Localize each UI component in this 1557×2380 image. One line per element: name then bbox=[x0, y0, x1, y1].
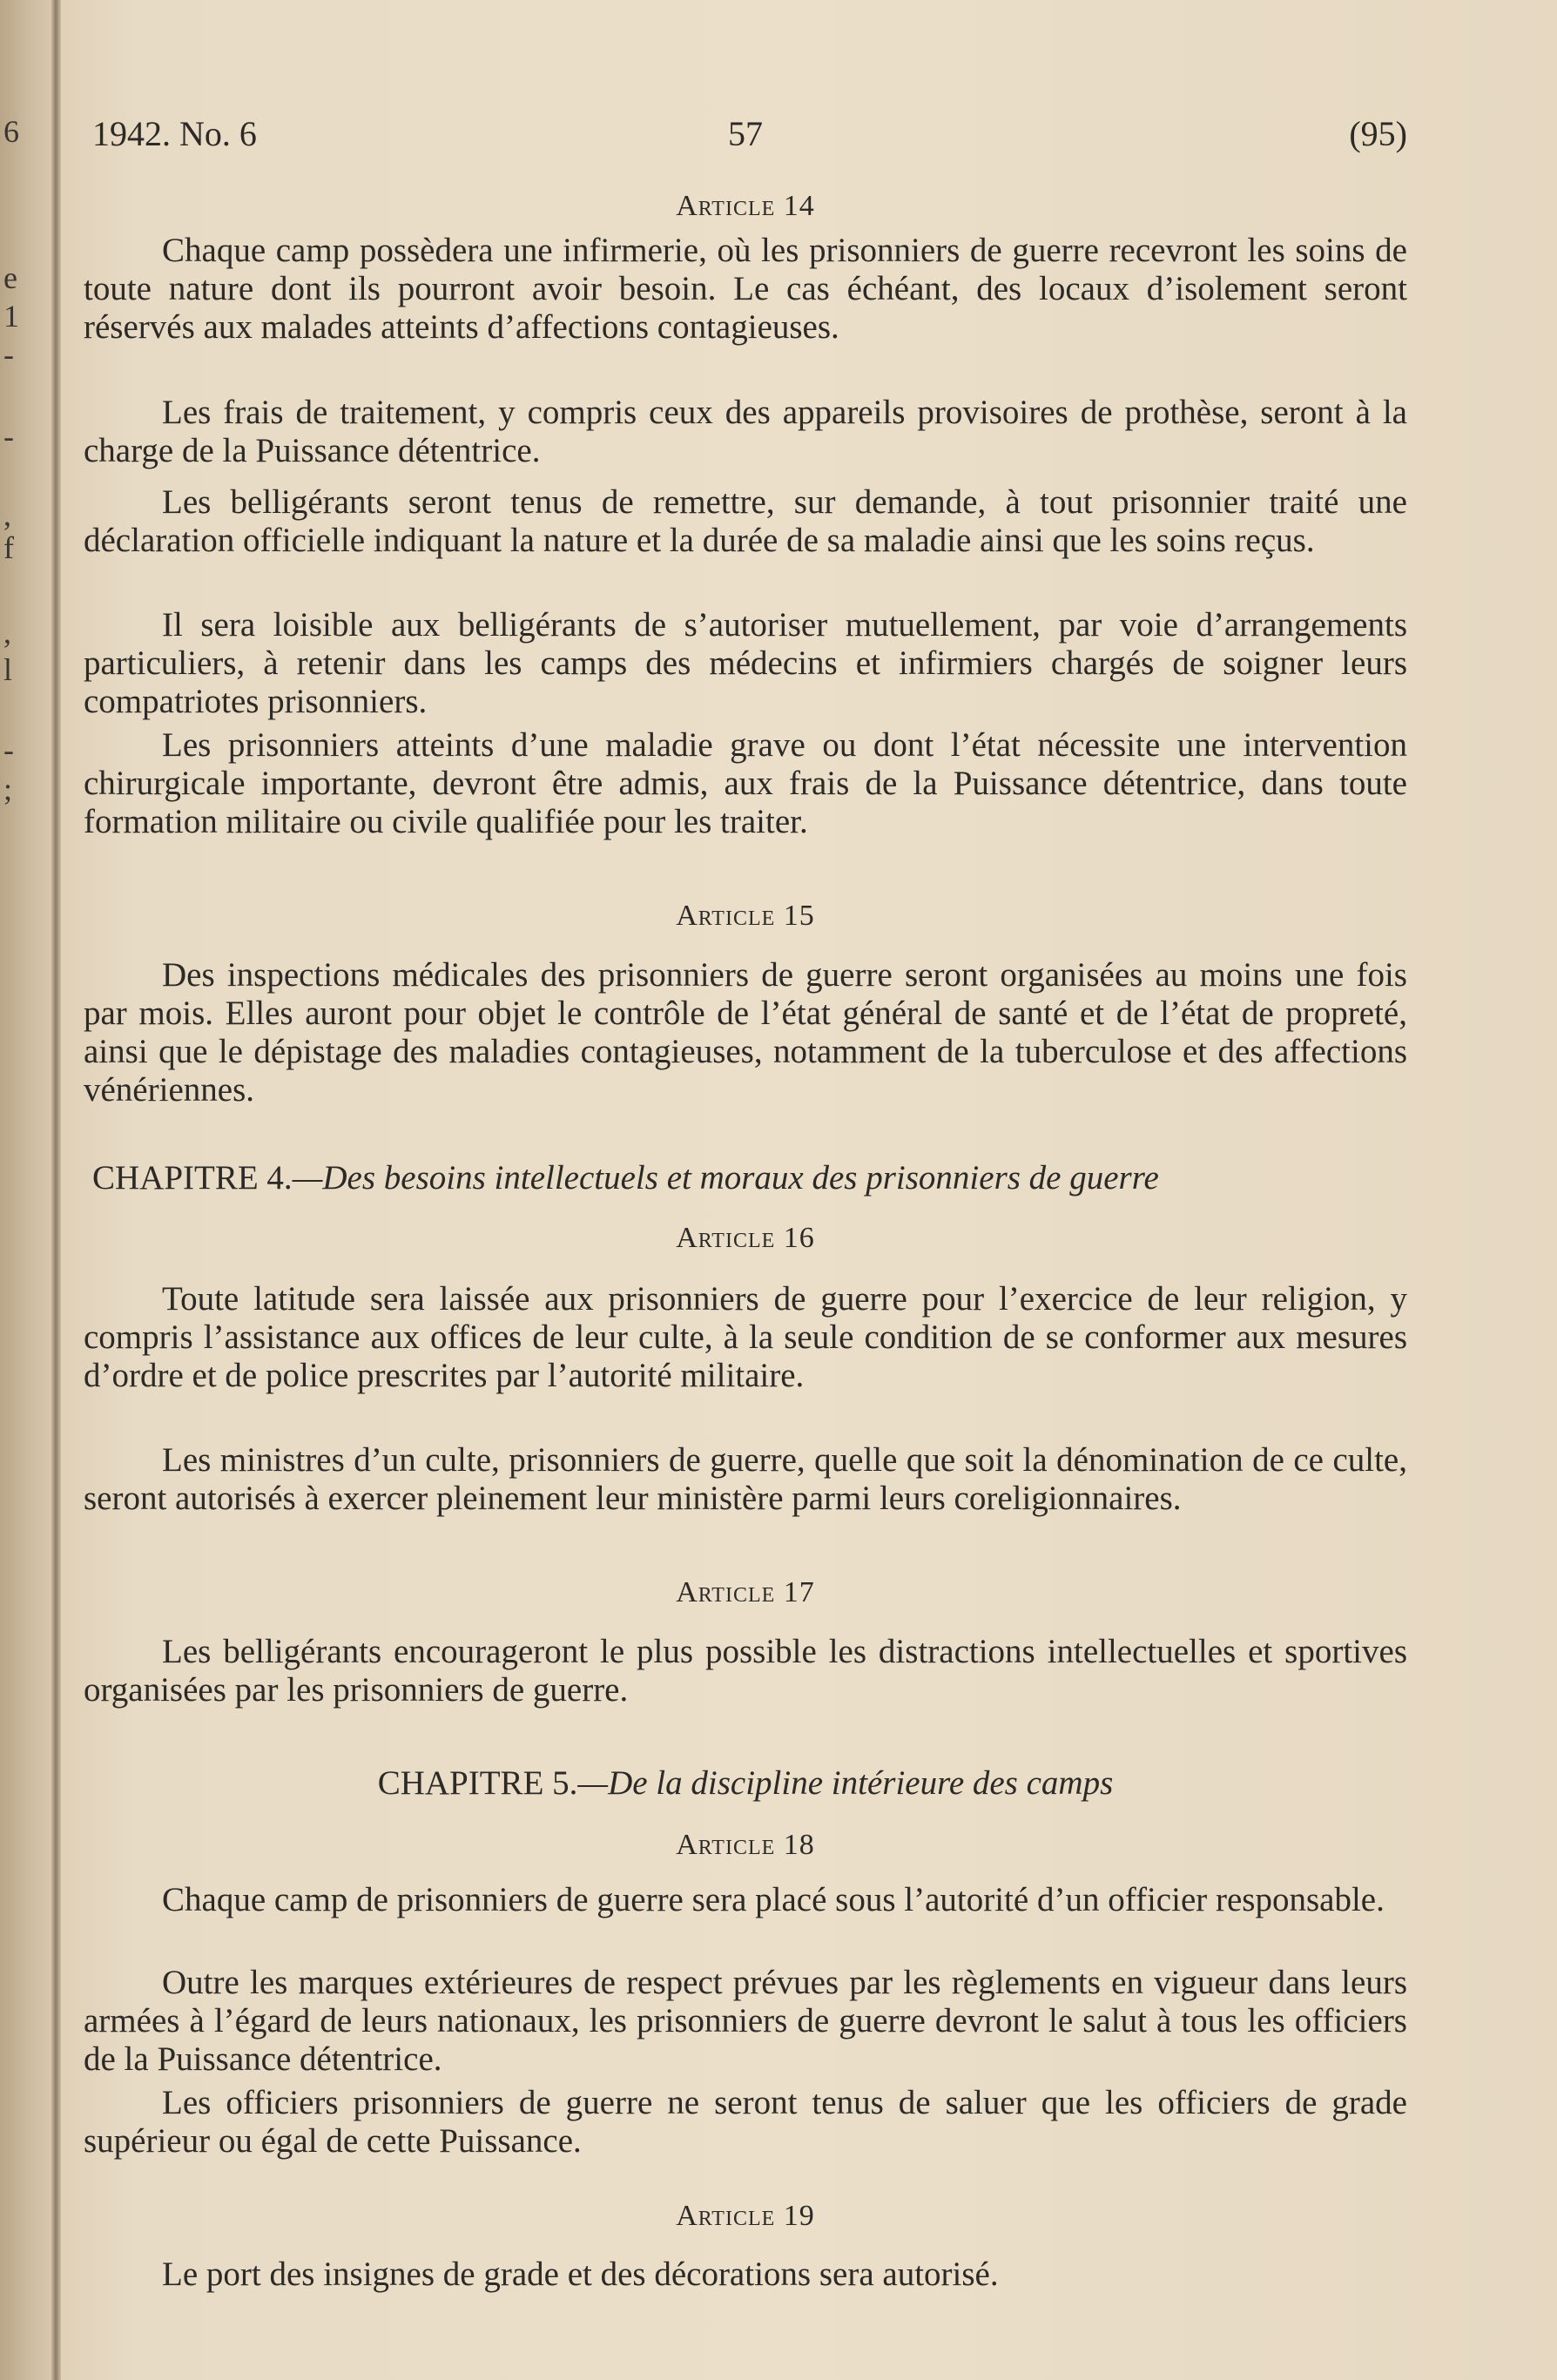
margin-mark: - bbox=[3, 337, 14, 372]
article-heading: Article 18 bbox=[676, 1829, 815, 1861]
article-heading: Article 19 bbox=[676, 2200, 815, 2232]
paragraph: Les officiers prisonniers de guerre ne seront tenus de saluer que les officiers de grade supérieur ou égal de cette Puissance. bbox=[84, 2084, 1407, 2160]
margin-mark: 1 bbox=[3, 299, 19, 334]
running-head bbox=[84, 113, 1407, 165]
paragraph: Il sera loisible aux belligérants de s’autoriser mutuellement, par voie d’arrangements particuliers, à retenir dans les camps des médecins et infirmiers chargés de soigner leurs compatriotes prisonniers. bbox=[84, 606, 1407, 720]
margin-mark: , bbox=[3, 497, 11, 532]
paragraph: Toute latitude sera laissée aux prisonniers de guerre pour l’exercice de leur religion, y compris l’assistance aux offices de leur culte, à la seule condition de se conformer aux mesures d’ordre et de police prescrites par l’autorité militaire. bbox=[84, 1280, 1407, 1394]
paragraph: Le port des insignes de grade et des décorations sera autorisé. bbox=[162, 2255, 999, 2293]
year-number: 1942. No. 6 bbox=[92, 114, 257, 153]
paragraph: Les ministres d’un culte, prisonniers de guerre, quelle que soit la dénomination de ce culte, seront autorisés à exercer pleinement leur ministère parmi leurs coreligionnaires. bbox=[84, 1441, 1407, 1517]
margin-mark: f bbox=[3, 530, 14, 565]
margin-mark: , bbox=[3, 615, 11, 650]
chapter-heading: CHAPITRE 4.—Des besoins intellectuels et moraux des prisonniers de guerre bbox=[92, 1159, 1159, 1197]
margin-mark: - bbox=[3, 732, 14, 767]
margin-mark: l bbox=[3, 652, 13, 687]
article-heading: Article 16 bbox=[676, 1222, 815, 1254]
article-heading: Article 17 bbox=[676, 1576, 815, 1608]
article-heading: Article 14 bbox=[676, 190, 815, 222]
paragraph: Des inspections médicales des prisonniers de guerre seront organisées au moins une fois par mois. Elles auront pour objet le contrôle de l’état général de santé et de l’état de propreté, ainsi que le dépistage des maladies contagieuses, notamment de la tuberculose et des affections vénériennes. bbox=[84, 956, 1407, 1109]
paragraph: Chaque camp possèdera une infirmerie, où les prisonniers de guerre recevront les soins de toute nature dont ils pourront avoir besoin. Le cas échéant, des locaux d’isolement seront réservés aux malades atteints d’affections contagieuses. bbox=[84, 232, 1407, 346]
chapter-heading: CHAPITRE 5.—De la discipline intérieure des camps bbox=[377, 1764, 1114, 1802]
page-number: 57 bbox=[728, 114, 763, 153]
margin-mark: 6 bbox=[3, 114, 19, 149]
paragraph: Les frais de traitement, y compris ceux des appareils provisoires de prothèse, seront à la charge de la Puissance détentrice. bbox=[84, 394, 1407, 469]
margin-mark: - bbox=[3, 419, 14, 454]
margin-mark: e bbox=[3, 260, 17, 295]
margin-mark: ; bbox=[3, 772, 13, 806]
paragraph: Outre les marques extérieures de respect prévues par les règlements en vigueur dans leurs armées à l’égard de leurs nationaux, les prisonniers de guerre devront le salut à tous les officiers de la Puissance détentrice. bbox=[84, 1964, 1407, 2078]
bracket-page-number: (95) bbox=[1349, 114, 1407, 153]
page-binding-edge bbox=[0, 0, 61, 2380]
paragraph: Les belligérants encourageront le plus possible les distractions intellectuelles et sportives organisées par les prisonniers de guerre. bbox=[84, 1633, 1407, 1709]
paragraph: Les prisonniers atteints d’une maladie grave ou dont l’état nécessite une intervention chirurgicale importante, devront être admis, aux frais de la Puissance détentrice, dans toute formation militaire ou civile qualifiée pour les traiter. bbox=[84, 726, 1407, 840]
article-heading: Article 15 bbox=[676, 900, 815, 932]
paragraph: Les belligérants seront tenus de remettre, sur demande, à tout prisonnier traité une déclaration officielle indiquant la nature et la durée de sa maladie ainsi que les soins reçus. bbox=[84, 483, 1407, 559]
paragraph: Chaque camp de prisonniers de guerre sera placé sous l’autorité d’un officier responsable. bbox=[162, 1881, 1385, 1918]
